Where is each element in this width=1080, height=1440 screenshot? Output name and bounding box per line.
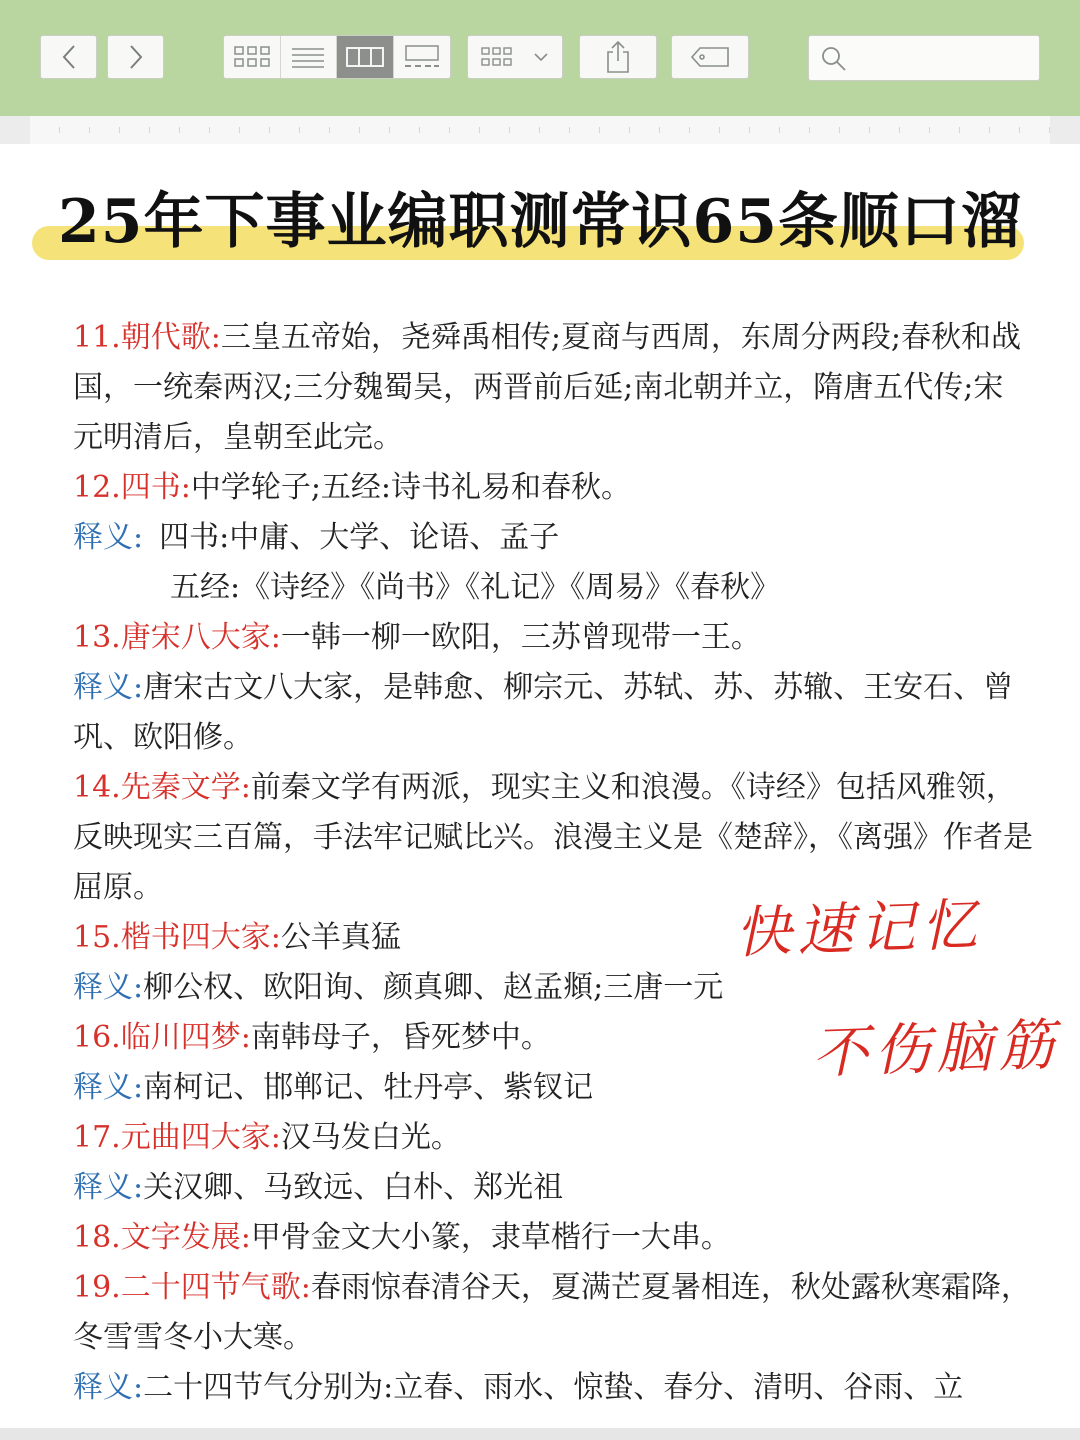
item-heading: 11.朝代歌: [73,320,221,355]
item-text: 五经:《诗经》《尚书》《礼记》《周易》《春秋》 [170,570,781,605]
list-view-button[interactable] [281,36,338,78]
bottom-bar [0,1428,1080,1440]
ruler-ticks [30,116,1050,144]
handwritten-note-2: 不伤脑筋 [811,1012,1062,1087]
item-text: 一韩一柳一欧阳，三苏曾现带一王。 [280,620,761,655]
chevron-left-icon [61,44,77,70]
grid-view-button[interactable] [224,36,281,78]
search-icon [821,46,847,72]
item-text: 三皇五帝始，尧舜禹相传;夏商与西周，东周分两段;春秋和战国，一统秦两汉;三分魏蜀吴，两晋前后延;南北朝并立，隋唐五代传;宋元明清后，皇朝至此完。 [73,320,1022,455]
chevron-right-icon [128,44,144,70]
content-line [73,663,1033,763]
item-heading: 18.文字发展: [73,1220,251,1255]
item-text: 前秦文学有两派，现实主义和浪漫。《诗经》包括风雅领，反映现实三百篇，手法牢记赋比兴。浪漫主义是《楚辞》，《离强》作者是屈原。 [73,770,1033,905]
item-heading: 16.临川四梦: [73,1020,251,1055]
gallery-view-button[interactable] [394,36,450,78]
handwritten-note-1: 快速记忆 [734,892,985,967]
content-body [73,313,1033,1413]
item-text: 关汉卿、马致远、白朴、郑光祖 [143,1170,564,1205]
definition-label: 释义: [73,970,144,1005]
item-heading: 17.元曲四大家: [73,1120,281,1155]
column-view-icon [346,46,384,68]
view-mode-switcher [223,35,451,79]
content-line [73,513,1033,563]
column-view-button[interactable] [337,36,394,78]
group-by-icon [480,45,550,69]
item-text: 春雨惊春清谷天，夏满芒夏暑相连，秋处露秋寒霜降，冬雪雪冬小大寒。 [73,1270,1031,1355]
tag-icon [690,46,730,68]
item-text: 柳公权、欧阳询、颜真卿、赵孟頫;三唐一元 [143,970,724,1005]
item-heading: 15.楷书四大家: [73,920,281,955]
definition-label: 释义: [73,1070,144,1105]
item-text: 汉马发白光。 [280,1120,461,1155]
content-line [73,1163,1033,1213]
content-line [73,463,1033,513]
item-text: 南韩母子，昏死梦中。 [250,1020,551,1055]
item-heading: 19.二十四节气歌: [73,1270,311,1305]
gallery-view-icon [403,45,441,69]
share-icon [604,40,632,74]
content-line [73,1263,1033,1363]
item-heading: 14.先秦文学: [73,770,251,805]
content-line [73,313,1033,463]
tag-button[interactable] [671,35,749,79]
item-text: 唐宋古文八大家，是韩愈、柳宗元、苏轼、苏、苏辙、王安石、曾巩、欧阳修。 [73,670,1014,755]
item-text: 中学轮子;五经:诗书礼易和春秋。 [190,470,632,505]
item-text: 甲骨金文大小篆，隶草楷行一大串。 [250,1220,731,1255]
content-line [73,1363,1033,1413]
item-text: 四书:中庸、大学、论语、孟子 [159,520,560,555]
ruler [0,116,1080,144]
item-text: 二十四节气分别为:立春、雨水、惊蛰、春分、清明、谷雨、立 [143,1370,964,1405]
share-button[interactable] [579,35,657,79]
toolbar [0,0,1080,116]
item-heading: 13.唐宋八大家: [73,620,281,655]
definition-label: 释义: [73,670,144,705]
group-by-button[interactable] [467,35,563,79]
definition-label: 释义: [73,1370,144,1405]
grid-view-icon [233,45,271,69]
item-text: 南柯记、邯郸记、牡丹亭、紫钗记 [143,1070,594,1105]
content-line [73,1213,1033,1263]
forward-button[interactable] [107,35,164,79]
page-title: 25年下事业编职测常识65条顺口溜 [58,187,1022,257]
title-block [0,180,1080,280]
content-line [73,963,1033,1013]
search-field[interactable] [808,35,1040,81]
list-view-icon [291,46,325,68]
definition-label: 释义: [73,520,144,555]
definition-label: 释义: [73,1170,144,1205]
back-button[interactable] [40,35,97,79]
content-line [73,1113,1033,1163]
content-line [73,563,1033,613]
item-heading: 12.四书: [73,470,191,505]
chevron-down-icon [535,54,547,60]
item-text: 公羊真猛 [280,920,401,955]
search-input[interactable] [853,42,1037,76]
content-line [73,613,1033,663]
